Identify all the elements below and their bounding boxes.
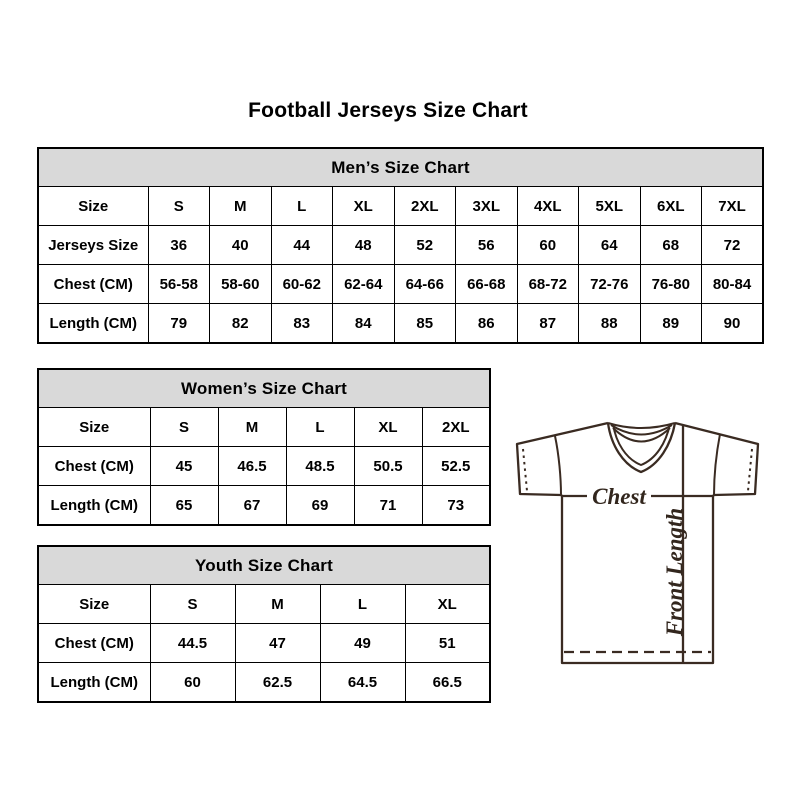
size-value-cell: 64 xyxy=(579,226,641,265)
table-title: Women’s Size Chart xyxy=(38,369,490,408)
size-value-cell: 68 xyxy=(640,226,702,265)
size-value-cell: 88 xyxy=(579,304,641,344)
size-value-cell: 86 xyxy=(456,304,518,344)
size-value-cell: 90 xyxy=(702,304,764,344)
size-value-cell: 47 xyxy=(235,624,320,663)
table-header-row xyxy=(38,546,490,585)
right-sleeve-seam xyxy=(714,434,720,495)
left-sleeve-stitch-line xyxy=(523,449,527,491)
size-value-cell: 36 xyxy=(148,226,210,265)
size-value-cell: 87 xyxy=(517,304,579,344)
size-value-cell: 44 xyxy=(271,226,333,265)
row-header: Length (CM) xyxy=(38,663,150,703)
table-row xyxy=(38,304,763,344)
size-value-cell: L xyxy=(320,585,405,624)
table-header-row xyxy=(38,148,763,187)
row-header: Chest (CM) xyxy=(38,624,150,663)
size-value-cell: 6XL xyxy=(640,187,702,226)
size-value-cell: 85 xyxy=(394,304,456,344)
size-value-cell: 67 xyxy=(218,486,286,526)
size-value-cell: 72 xyxy=(702,226,764,265)
size-value-cell: 5XL xyxy=(579,187,641,226)
size-value-cell: 79 xyxy=(148,304,210,344)
size-value-cell: 60 xyxy=(150,663,235,703)
size-value-cell: 44.5 xyxy=(150,624,235,663)
size-value-cell: 62-64 xyxy=(333,265,395,304)
size-value-cell: 45 xyxy=(150,447,218,486)
size-value-cell: 4XL xyxy=(517,187,579,226)
table-row xyxy=(38,226,763,265)
size-value-cell: M xyxy=(218,408,286,447)
size-value-cell: 82 xyxy=(210,304,272,344)
front-length-label: Front Length xyxy=(662,507,687,637)
size-value-cell: XL xyxy=(333,187,395,226)
size-value-cell: 2XL xyxy=(394,187,456,226)
row-header: Length (CM) xyxy=(38,304,148,344)
size-value-cell: 83 xyxy=(271,304,333,344)
row-header: Jerseys Size xyxy=(38,226,148,265)
size-value-cell: 89 xyxy=(640,304,702,344)
size-value-cell: 80-84 xyxy=(702,265,764,304)
right-sleeve-stitch-line xyxy=(748,449,752,491)
size-value-cell: M xyxy=(235,585,320,624)
size-value-cell: 84 xyxy=(333,304,395,344)
row-header: Length (CM) xyxy=(38,486,150,526)
row-header: Size xyxy=(38,408,150,447)
size-value-cell: 2XL xyxy=(422,408,490,447)
mens-size-table xyxy=(37,147,764,344)
size-value-cell: 73 xyxy=(422,486,490,526)
table-row xyxy=(38,408,490,447)
size-value-cell: 56 xyxy=(456,226,518,265)
table-row xyxy=(38,265,763,304)
size-value-cell: 48.5 xyxy=(286,447,354,486)
size-value-cell: 7XL xyxy=(702,187,764,226)
size-value-cell: 58-60 xyxy=(210,265,272,304)
collar-top-line xyxy=(608,423,675,428)
size-value-cell: 48 xyxy=(333,226,395,265)
size-value-cell: 65 xyxy=(150,486,218,526)
row-header: Chest (CM) xyxy=(38,265,148,304)
size-value-cell: S xyxy=(150,408,218,447)
size-value-cell: L xyxy=(271,187,333,226)
row-header: Chest (CM) xyxy=(38,447,150,486)
size-value-cell: 64.5 xyxy=(320,663,405,703)
size-value-cell: 40 xyxy=(210,226,272,265)
size-value-cell: 60 xyxy=(517,226,579,265)
size-value-cell: S xyxy=(148,187,210,226)
size-value-cell: 50.5 xyxy=(354,447,422,486)
size-value-cell: XL xyxy=(354,408,422,447)
size-value-cell: 66.5 xyxy=(405,663,490,703)
womens-size-table xyxy=(37,368,491,526)
table-title: Youth Size Chart xyxy=(38,546,490,585)
table-header-row xyxy=(38,369,490,408)
youth-size-table xyxy=(37,545,491,703)
table-row xyxy=(38,187,763,226)
page-title: Football Jerseys Size Chart xyxy=(248,99,528,122)
size-value-cell: 69 xyxy=(286,486,354,526)
size-value-cell: 76-80 xyxy=(640,265,702,304)
table-row xyxy=(38,624,490,663)
size-value-cell: 56-58 xyxy=(148,265,210,304)
size-value-cell: 62.5 xyxy=(235,663,320,703)
size-value-cell: 3XL xyxy=(456,187,518,226)
left-sleeve-seam xyxy=(555,436,561,495)
size-value-cell: 49 xyxy=(320,624,405,663)
size-value-cell: 64-66 xyxy=(394,265,456,304)
size-value-cell: 52 xyxy=(394,226,456,265)
size-value-cell: 66-68 xyxy=(456,265,518,304)
size-value-cell: S xyxy=(150,585,235,624)
size-value-cell: 68-72 xyxy=(517,265,579,304)
row-header: Size xyxy=(38,585,150,624)
jersey-outline xyxy=(517,423,758,663)
size-value-cell: 60-62 xyxy=(271,265,333,304)
size-value-cell: 71 xyxy=(354,486,422,526)
table-row xyxy=(38,447,490,486)
size-value-cell: 46.5 xyxy=(218,447,286,486)
size-value-cell: 72-76 xyxy=(579,265,641,304)
size-value-cell: 52.5 xyxy=(422,447,490,486)
table-row xyxy=(38,663,490,703)
table-row xyxy=(38,585,490,624)
size-value-cell: M xyxy=(210,187,272,226)
size-value-cell: 51 xyxy=(405,624,490,663)
row-header: Size xyxy=(38,187,148,226)
jersey-diagram xyxy=(505,400,775,680)
chest-label: Chest xyxy=(592,484,646,509)
table-row xyxy=(38,486,490,526)
size-value-cell: L xyxy=(286,408,354,447)
table-title: Men’s Size Chart xyxy=(38,148,763,187)
size-value-cell: XL xyxy=(405,585,490,624)
